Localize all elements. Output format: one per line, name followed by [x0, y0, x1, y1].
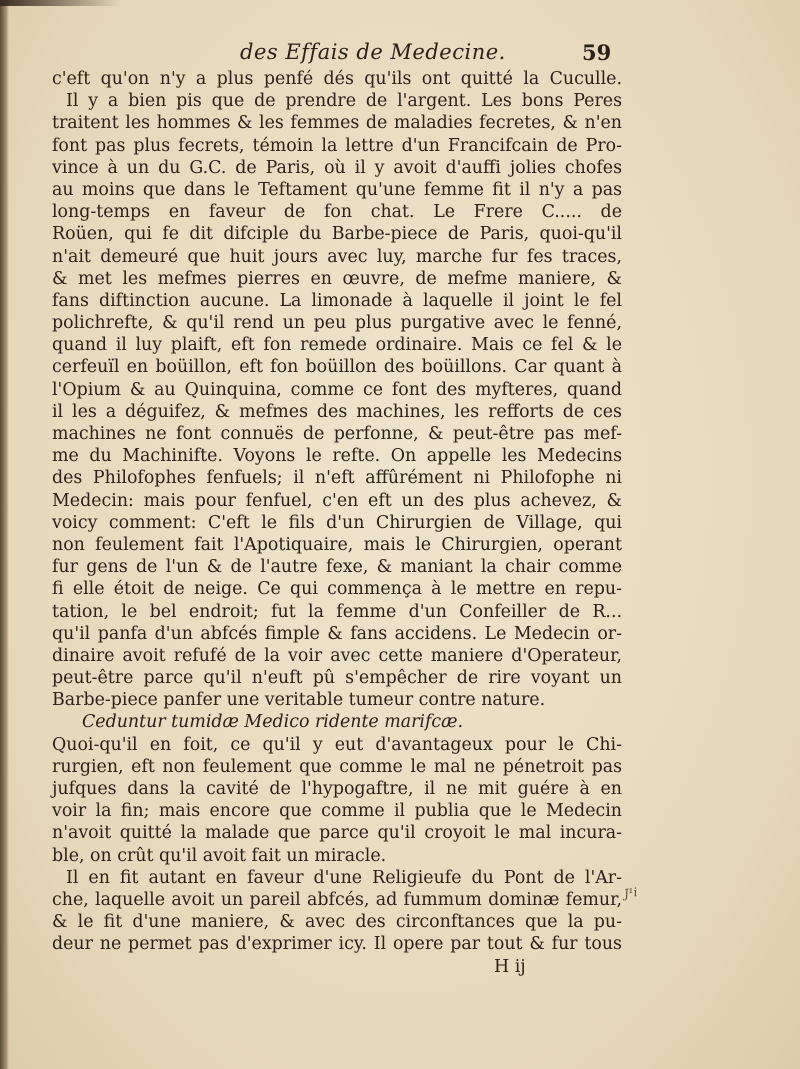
text-line: jufques dans la cavité de l'hypogaftre, il ne mit guére à en — [52, 779, 622, 799]
page-number: 59 — [582, 40, 612, 65]
text-line: voir la fin; mais encore que comme il publia que le Medecin — [52, 801, 622, 822]
text-line: l'Opium & au Quinquina, comme ce font des myfteres, quand — [52, 379, 622, 400]
text-line: au moins que dans le Teftament qu'une femme fit il n'y a pas — [52, 179, 622, 200]
text-line: Il en fit autant en faveur d'une Religieufe du Pont de l'Ar- — [66, 867, 622, 888]
text-line: font pas plus fecrets, témoin la lettre d'un Francifcain de Pro- — [52, 135, 622, 156]
margin-note: J¹i — [623, 885, 639, 901]
text-line: tation, le bel endroit; fut la femme d'un Confeiller de R... — [52, 601, 622, 622]
text-line: deur ne permet pas d'exprimer icy. Il opere par tout & fur tous — [52, 934, 622, 955]
text-line: non feulement fait l'Apotiquaire, mais le Chirurgien, operant — [52, 534, 622, 555]
text-line: cerfeuïl en boüillon, eft fon boüillon des boüillons. Car quant à — [52, 357, 622, 378]
text-line: n'ait demeuré que huit jours avec luy, marche fur fes traces, — [52, 246, 622, 267]
text-line: Il y a bien pis que de prendre de l'argent. Les bons Peres — [66, 91, 622, 112]
text-line: Barbe-piece panfer une veritable tumeur contre nature. — [52, 690, 546, 711]
text-line: Medecin: mais pour fenfuel, c'en eft un des plus achevez, & — [52, 490, 622, 511]
text-line: & met les mefmes pierres en œuvre, de mefme maniere, & — [52, 268, 622, 289]
text-line: traitent les hommes & les femmes de maladies fecretes, & n'en — [52, 113, 622, 134]
text-line: il les a déguifez, & mefmes des machines, les refforts de ces — [52, 401, 622, 422]
text-line: c'eft qu'on n'y a plus penfé dés qu'ils ont quitté la Cuculle. — [52, 69, 622, 89]
page-edge-shadow — [0, 0, 120, 6]
text-line: voicy comment: C'eft le fils d'un Chirurgien de Village, qui — [52, 512, 622, 533]
text-line: Roüen, qui fe dit difciple du Barbe-piece de Paris, quoi-qu'il — [52, 224, 622, 245]
text-line: qu'il panfa d'un abfcés fimple & fans accidens. Le Medecin or- — [52, 623, 622, 644]
text-line: long-temps en faveur de fon chat. Le Frere C..... de — [52, 202, 622, 223]
text-line: vince à un du G.C. de Paris, où il y avoit d'auffi jolies chofes — [52, 157, 622, 178]
text-line: dinaire avoit refufé de la voir avec cette maniere d'Operateur, — [52, 645, 622, 666]
text-line: peut-être parce qu'il n'euft pû s'empêcher de rire voyant un — [52, 668, 622, 689]
text-line: fi elle étoit de neige. Ce qui commença à le mettre en repu- — [52, 579, 622, 600]
text-line: n'avoit quitté la malade que parce qu'il croyoit le mal incura- — [52, 823, 622, 844]
text-line: & le fit d'une maniere, & avec des circonftances que la pu- — [52, 912, 622, 933]
text-line: polichrefte, & qu'il rend un peu plus purgative avec le fenné, — [52, 313, 622, 334]
text-line: me du Machinifte. Voyons le refte. On appelle les Medecins — [52, 446, 622, 467]
text-line: fans diftinction aucune. La limonade à laquelle il joint le fel — [52, 290, 622, 311]
text-line: des Philofophes fenfuels; il n'eft affûrément ni Philofophe ni — [52, 468, 622, 489]
latin-quotation: Ceduntur tumidæ Medico ridente marifcæ. — [82, 712, 464, 733]
page-spine-shadow — [0, 0, 9, 1069]
text-line: quand il luy plaift, eft fon remede ordinaire. Mais ce fel & le — [52, 335, 622, 356]
signature-mark: H ij — [494, 956, 526, 977]
text-line: Quoi-qu'il en foit, ce qu'il y eut d'avantageux pour le Chi- — [52, 734, 622, 755]
text-line: machines ne font connuës de perfonne, & peut-être pas mef- — [52, 424, 622, 444]
text-line: che, laquelle avoit un pareil abfcés, ad fummum dominæ femur, — [52, 889, 622, 910]
body-text — [52, 68, 622, 978]
text-line: ble, on crût qu'il avoit fait un miracle. — [52, 845, 387, 866]
text-line: rurgien, eft non feulement que comme le mal ne pénetroit pas — [52, 756, 622, 777]
running-head: des Effais de Medecine. — [240, 40, 506, 64]
text-line: fur gens de l'un & de l'autre fexe, & maniant la chair comme — [52, 557, 622, 578]
